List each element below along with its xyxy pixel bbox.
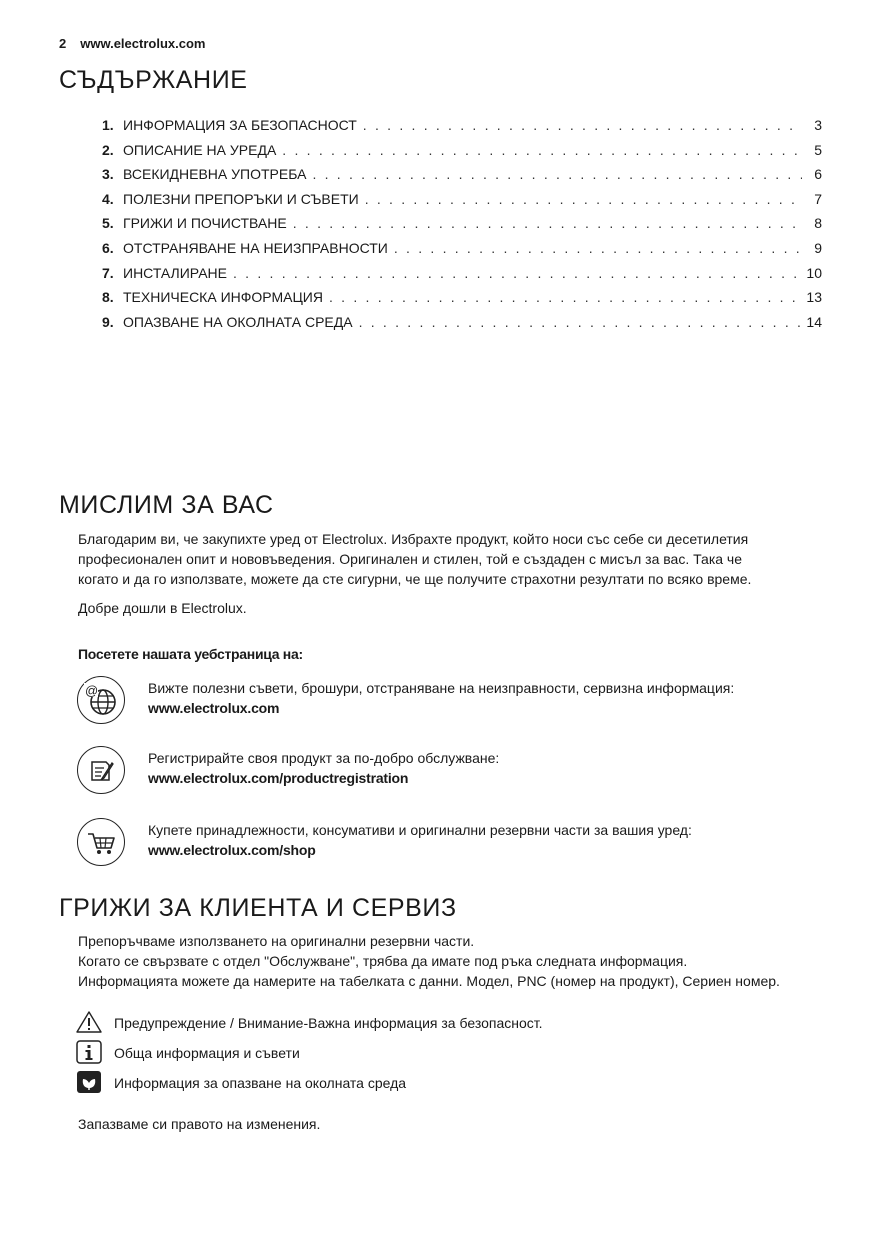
toc-item[interactable]: 2. ОПИСАНИЕ НА УРЕДА . . . 5 [102, 142, 822, 167]
thinking-of-you-title: МИСЛИМ ЗА ВАС [59, 491, 274, 519]
warning-icon [76, 1010, 102, 1034]
visit-heading: Посетете нашата уебстраница на: [78, 646, 303, 662]
svg-text:@: @ [85, 683, 99, 698]
toc-item[interactable]: 6. ОТСТРАНЯВАНЕ НА НЕИЗПРАВНОСТИ . . . 9 [102, 240, 822, 265]
website-link[interactable]: www.electrolux.com [80, 36, 206, 51]
toc-item[interactable]: 1. ИНФОРМАЦИЯ ЗА БЕЗОПАСНОСТ . . . 3 [102, 117, 822, 142]
table-of-contents [102, 117, 822, 338]
registration-icon [77, 746, 125, 794]
page-number: 2 [59, 36, 67, 51]
toc-item[interactable]: 5. ГРИЖИ И ПОЧИСТВАНЕ . . . 8 [102, 215, 822, 240]
legend-item-warning: Предупреждение / Внимание-Важна информация за безопасност. [76, 1010, 776, 1036]
page-header [59, 36, 205, 51]
intro-paragraph: Благодарим ви, че закупихте уред от Electrolux. Избрахте продукт, който носи със себе си десетилетия професионален опит и нововъведения. Оригинален и стилен, той е създаден с мисъл за вас. Така че когато и да го използвате, можете да сте сигурни, че ще получите страхотни резултати по всяко време. [78, 531, 752, 587]
shop-url-link[interactable]: www.electrolux.com/shop [148, 842, 316, 858]
reserve-rights-text: Запазваме си правото на изменения. [78, 1116, 321, 1132]
toc-item[interactable]: 8. ТЕХНИЧЕСКА ИНФОРМАЦИЯ . . . 13 [102, 289, 822, 314]
toc-title: СЪДЪРЖАНИЕ [59, 66, 248, 94]
link-description: Вижте полезни съвети, брошури, отстраняване на неизправности, сервизна информация: [148, 680, 735, 696]
toc-item[interactable]: 4. ПОЛЕЗНИ ПРЕПОРЪКИ И СЪВЕТИ . . . 7 [102, 191, 822, 216]
toc-item[interactable]: 9. ОПАЗВАНЕ НА ОКОЛНАТА СРЕДА . . . 14 [102, 314, 822, 339]
support-link-row [77, 676, 837, 730]
shop-link-row [77, 818, 837, 872]
globe-icon [77, 676, 125, 724]
legend-item-info: Обща информация и съвети [76, 1040, 776, 1066]
link-description: Купете принадлежности, консумативи и оригинални резервни части за вашия уред: [148, 822, 692, 838]
legend-item-environment: Информация за опазване на околната среда [76, 1070, 776, 1096]
info-icon [76, 1040, 102, 1064]
care-paragraph: Препоръчваме използването на оригинални резервни части. Когато се свързвате с отдел "Обслужване", трябва да имате под ръка следната информация. Информацията можете да намерите на табелката с данни. Модел, PNC (номер на продукт), Сериен номер. [78, 933, 780, 989]
toc-item[interactable]: 7. ИНСТАЛИРАНЕ . . . 10 [102, 265, 822, 290]
environment-icon [76, 1070, 102, 1094]
registration-link-row [77, 746, 837, 800]
customer-care-title: ГРИЖИ ЗА КЛИЕНТА И СЕРВИЗ [59, 894, 457, 922]
registration-url-link[interactable]: www.electrolux.com/productregistration [148, 770, 409, 786]
shopping-cart-icon [77, 818, 125, 866]
welcome-text: Добре дошли в Electrolux. [78, 600, 247, 616]
website-url-link[interactable]: www.electrolux.com [148, 700, 280, 716]
link-description: Регистрирайте своя продукт за по-добро обслужване: [148, 750, 500, 766]
toc-item[interactable]: 3. ВСЕКИДНЕВНА УПОТРЕБА . . . 6 [102, 166, 822, 191]
